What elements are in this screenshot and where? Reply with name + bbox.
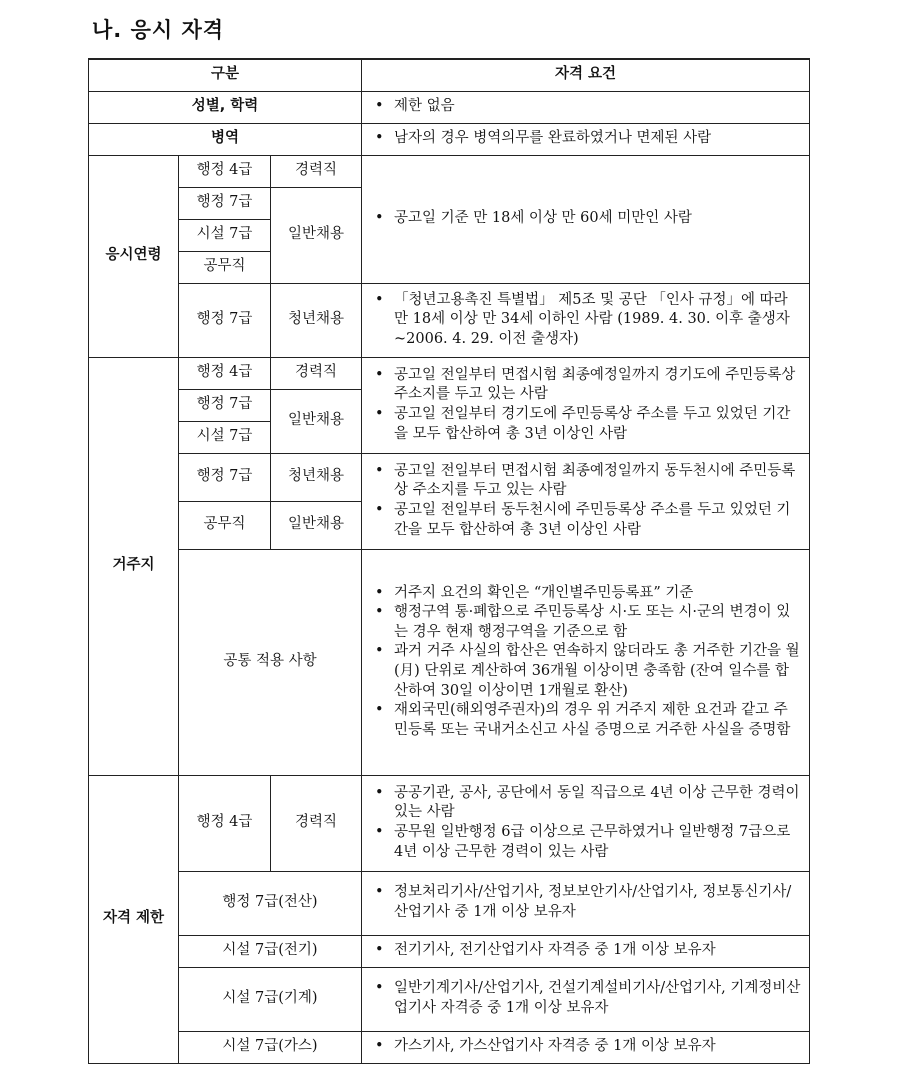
qualification-requirement	[362, 871, 810, 935]
gender-item: • 제한 없음	[372, 97, 801, 117]
residence-type: 일반채용	[271, 389, 362, 453]
row-gender-education	[89, 91, 810, 123]
age-item: • 「청년고용촉진 특별법」 제5조 및 공단 「인사 규정」에 따라 만 18세 이상 만 34세 이하인 사람 (1989. 4. 30. 이후 출생자~2006. 4. 29. 이전 출생자)	[372, 291, 801, 350]
qualification-sublabel: 시설 7급(기계)	[179, 967, 362, 1031]
residence-requirement-gyeonggi	[362, 357, 810, 453]
qualification-sublabel: 행정 7급(전산)	[179, 871, 362, 935]
qualification-item: • 공무원 일반행정 6급 이상으로 근무하였거나 일반행정 7급으로 4년 이상 근무한 경력이 있는 사람	[372, 823, 801, 862]
section-title: 나. 응시 자격	[92, 18, 225, 42]
age-type: 청년채용	[271, 283, 362, 357]
residence-type: 일반채용	[271, 501, 362, 549]
residence-item: • 공고일 전일부터 경기도에 주민등록상 주소를 두고 있었던 기간을 모두 합산하여 총 3년 이상인 사람	[372, 405, 801, 444]
residence-level: 행정 7급	[179, 389, 271, 421]
qualification-sublabel: 시설 7급(가스)	[179, 1031, 362, 1063]
common-item: • 과거 거주 사실의 합산은 연속하지 않더라도 총 거주한 기간을 월(月) 단위로 계산하여 36개월 이상이면 충족함 (잔여 일수를 합산하여 30일 이상이면 1개월로 환산)	[372, 642, 801, 701]
gender-label: 성별, 학력	[89, 91, 362, 123]
common-item: • 재외국민(해외영주권자)의 경우 위 거주지 제한 요건과 같고 주민등록 또는 국내거소신고 사실 증명으로 거주한 사실을 증명함	[372, 701, 801, 740]
residence-level: 행정 4급	[179, 357, 271, 389]
qualification-sublabel: 시설 7급(전기)	[179, 935, 362, 967]
military-label: 병역	[89, 123, 362, 155]
age-level: 행정 4급	[179, 155, 271, 187]
qualification-requirement	[362, 935, 810, 967]
age-level: 행정 7급	[179, 283, 271, 357]
table-header-row	[89, 59, 810, 91]
qualification-type: 경력직	[271, 775, 362, 871]
row-military	[89, 123, 810, 155]
military-requirement	[362, 123, 810, 155]
qualification-requirement	[362, 1031, 810, 1063]
qualification-item: • 일반기계기사/산업기사, 건설기계설비기사/산업기사, 기계정비산업기사 자격증 중 1개 이상 보유자	[372, 979, 801, 1018]
residence-item: • 공고일 전일부터 면접시험 최종예정일까지 동두천시에 주민등록상 주소지를 두고 있는 사람	[372, 462, 801, 501]
age-level: 행정 7급	[179, 187, 271, 219]
qualification-item: • 공공기관, 공사, 공단에서 동일 직급으로 4년 이상 근무한 경력이 있는 사람	[372, 784, 801, 823]
residence-common-requirement	[362, 549, 810, 775]
residence-level: 시설 7급	[179, 421, 271, 453]
residence-requirement-dongducheon	[362, 453, 810, 549]
residence-type: 청년채용	[271, 453, 362, 501]
age-level: 시설 7급	[179, 219, 271, 251]
residence-common-label: 공통 적용 사항	[179, 549, 362, 775]
common-item: • 행정구역 통·폐합으로 주민등록상 시·도 또는 시·군의 변경이 있는 경우 현재 행정구역을 기준으로 함	[372, 603, 801, 642]
age-type: 일반채용	[271, 187, 362, 283]
residence-item: • 공고일 전일부터 면접시험 최종예정일까지 경기도에 주민등록상 주소지를 두고 있는 사람	[372, 366, 801, 405]
qualification-item: • 가스기사, 가스산업기사 자격증 중 1개 이상 보유자	[372, 1037, 801, 1057]
residence-level: 행정 7급	[179, 453, 271, 501]
qualification-level: 행정 4급	[179, 775, 271, 871]
residence-item: • 공고일 전일부터 동두천시에 주민등록상 주소를 두고 있었던 기간을 모두 합산하여 총 3년 이상인 사람	[372, 501, 801, 540]
residence-level: 공무직	[179, 501, 271, 549]
age-type: 경력직	[271, 155, 362, 187]
qualification-item: • 전기기사, 전기산업기사 자격증 중 1개 이상 보유자	[372, 941, 801, 961]
age-level: 공무직	[179, 251, 271, 283]
qualification-label: 자격 제한	[89, 775, 179, 1063]
age-requirement-general	[362, 155, 810, 283]
qualification-item: • 정보처리기사/산업기사, 정보보안기사/산업기사, 정보통신기사/산업기사 중 1개 이상 보유자	[372, 883, 801, 922]
header-requirement: 자격 요건	[362, 59, 810, 91]
age-item: • 공고일 기준 만 18세 이상 만 60세 미만인 사람	[372, 209, 801, 229]
residence-label: 거주지	[89, 357, 179, 775]
residence-type: 경력직	[271, 357, 362, 389]
age-label: 응시연령	[89, 155, 179, 357]
header-category: 구분	[89, 59, 362, 91]
age-requirement-youth	[362, 283, 810, 357]
common-item: • 거주지 요건의 확인은 “개인별주민등록표” 기준	[372, 584, 801, 604]
eligibility-table	[88, 58, 810, 1064]
military-item: • 남자의 경우 병역의무를 완료하였거나 면제된 사람	[372, 129, 801, 149]
qualification-requirement-career	[362, 775, 810, 871]
gender-requirement	[362, 91, 810, 123]
qualification-requirement	[362, 967, 810, 1031]
